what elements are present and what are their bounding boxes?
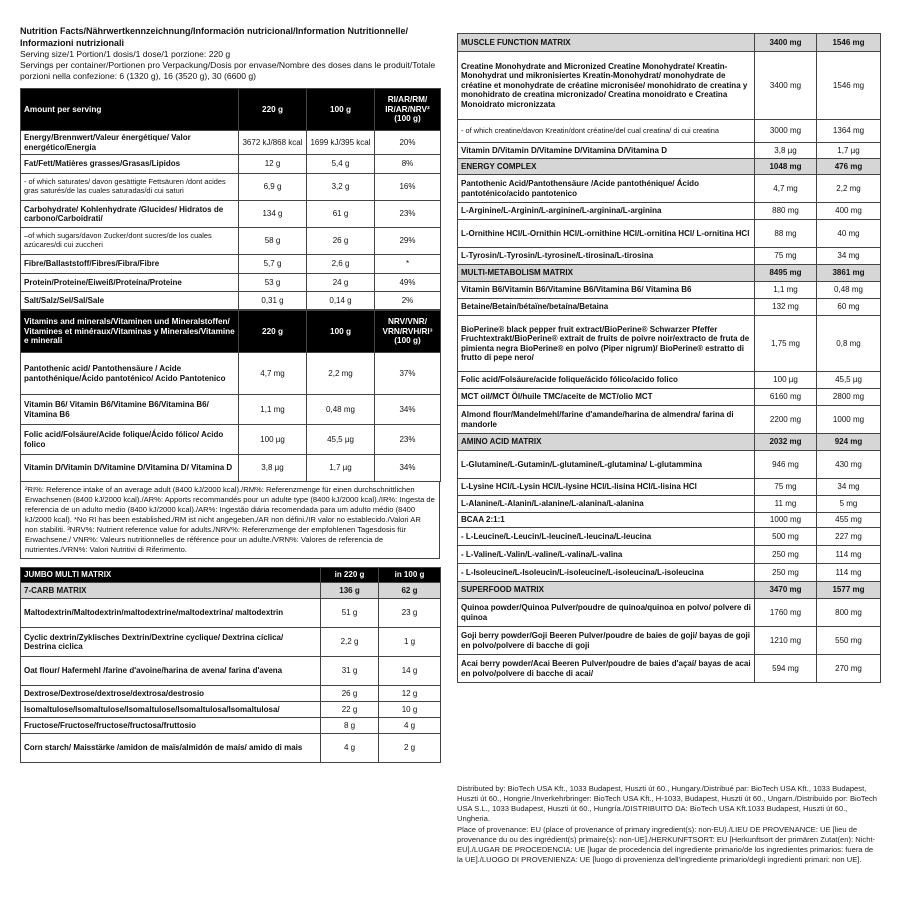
value-220g: 3400 mg	[755, 34, 817, 52]
value-100g: 61 g	[307, 201, 375, 228]
value-100g: 270 mg	[817, 655, 881, 683]
table-row	[458, 175, 881, 203]
value-100g: 26 g	[307, 228, 375, 255]
value-220g: 1000 mg	[755, 513, 817, 528]
value-100g: 800 mg	[817, 599, 881, 627]
value-100g: 62 g	[379, 583, 441, 599]
ingredient-label: Betaine/Betain/bétaïne/betaína/Betaina	[458, 299, 755, 316]
value-220g: 1,1 mg	[239, 395, 307, 425]
value-100g: 0,8 mg	[817, 316, 881, 372]
ingredient-label: - L-Leucine/L-Leucin/L-leucine/L-leucina/L-leucina	[458, 528, 755, 546]
distributor-text: Distributed by: BioTech USA Kft., 1033 Budapest, Huszti út 60., Hungary./Distribué par: BioTech USA Kft., 1033 Budapest, Huszti út 60., Hongrie./Inverkehrbringer: BioTech USA Kft., H-1033, Budapest, Huszti út 60., Ungarn./Distribuido por: BioTech USA S.L., 1033 Budapest, Huszti út 60., Hungría./DISTRIBUITO DA: BioTech USA Kft.1033 Budapest, Huszti út 60., Ungheria.	[457, 784, 877, 823]
value-100g: 114 mg	[817, 546, 881, 564]
value-220g: 250 mg	[755, 564, 817, 582]
value-100g: 1699 kJ/395 kcal	[307, 131, 375, 155]
value-220g: 2032 mg	[755, 434, 817, 451]
table-row	[21, 734, 441, 763]
value-220g: 3,8 µg	[755, 143, 817, 159]
nutrient-label: Energy/Brennwert/Valeur énergétique/ Valor energético/Energia	[21, 131, 239, 155]
value-100g: 2800 mg	[817, 389, 881, 406]
value-nrv: 23%	[375, 425, 441, 455]
value-100g: 40 mg	[817, 220, 881, 248]
col-ri: RI/AR/RM/ IR/AR/NRV² (100 g)	[375, 89, 441, 131]
value-100g: 1577 mg	[817, 582, 881, 599]
ingredient-label: Cyclic dextrin/Zyklisches Dextrin/Dextrine cyclique/ Dextrina cíclica/ Destrina ciclica	[21, 628, 321, 657]
ingredient-label: Acai berry powder/Acai Beeren Pulver/poudre de baies d'açaí/ bayas de acai en polvo/polvere di bacche di acai/	[458, 655, 755, 683]
ingredient-label: Almond flour/Mandelmehl/farine d'amande/harina de almendra/ farina di mandorle	[458, 406, 755, 434]
value-220g: 100 µg	[755, 372, 817, 389]
value-220g: 134 g	[239, 201, 307, 228]
ingredient-label: - L-Valine/L-Valin/L-valine/L-valina/L-valina	[458, 546, 755, 564]
col-100g: 100 g	[307, 311, 375, 353]
value-ri: 49%	[375, 274, 441, 292]
value-220g: 880 mg	[755, 203, 817, 220]
jumbo-matrix-table	[20, 567, 441, 763]
table-row	[21, 228, 441, 255]
col-jumbo-multi-matrix: JUMBO MULTI MATRIX	[21, 568, 321, 583]
ingredient-label: - L-Isoleucine/L-Isoleucin/L-isoleucine/L-isoleucina/L-isoleucina	[458, 564, 755, 582]
value-100g: 14 g	[379, 657, 441, 686]
value-ri: 2%	[375, 292, 441, 310]
value-100g: 114 mg	[817, 564, 881, 582]
table-row	[458, 599, 881, 627]
ingredient-label: ENERGY COMPLEX	[458, 159, 755, 175]
reference-footnotes: ²RI%: Reference intake of an average adult (8400 kJ/2000 kcal)./RM%: Referenzmenge für einen durchschnittlichen Erwachsenen (8400 kJ/2000 kcal)./AR%: Apports recommandés pour un adulte type (8400 kJ/2000 kcal)./IR%: Ingesta de referencia de un adulto medio (8400 kJ/2000 kcal)./AR%: Ingestão diária recomendada para um adulto médio (8400 kJ/2000 kcal). *No RI has been established./RM ist nicht angegeben./AR non défini./IR valor no establecido./Valori AR non stabiliti. ³NRV%: Nutrient reference value for adults./NRV%: Referenzmenge der empfohlenen Tagesdosis für Erwachsene./ VNR%: Valeurs nutritionnelles de référence pour un adulte./VRN%: Valores de referencia de nutrientes./VRN%: Valori Nutritivi di Riferimento.	[20, 482, 440, 559]
table-row	[21, 599, 441, 628]
value-220g: 88 mg	[755, 220, 817, 248]
col-in-100g: in 100 g	[379, 568, 441, 583]
value-100g: 24 g	[307, 274, 375, 292]
ingredient-label: Folic acid/Folsäure/acide folique/ácido fólico/acido folico	[458, 372, 755, 389]
value-220g: 75 mg	[755, 248, 817, 265]
value-100g: 924 mg	[817, 434, 881, 451]
value-100g: 0,48 mg	[817, 282, 881, 299]
value-220g: 26 g	[321, 686, 379, 702]
ingredient-label: Creatine Monohydrate and Micronized Creatine Monohydrate/ Kreatin-Monohydrat und mikronisiertes Kreatin-Monohydrat/ monohydrate de créatine et monohydrate de créatine micronisée/ monohidrato de creatina y monohidrato de creatina micronizado/ Creatina monoidrato e Creatina Monoidrato micronizzata	[458, 52, 755, 120]
col-nrv: NRV/VNR/ VRN/RVH/RI³ (100 g)	[375, 311, 441, 353]
value-100g: 3861 mg	[817, 265, 881, 282]
value-220g: 5,7 g	[239, 255, 307, 274]
value-100g: 2,6 g	[307, 255, 375, 274]
ingredient-label: SUPERFOOD MATRIX	[458, 582, 755, 599]
col-100g: 100 g	[307, 89, 375, 131]
value-220g: 100 µg	[239, 425, 307, 455]
ingredient-label: Pantothenic Acid/Pantothensäure /Acide pantothénique/ Ácido pantoténico/acido pantotenico	[458, 175, 755, 203]
value-100g: 10 g	[379, 702, 441, 718]
ingredient-label: L-Lysine HCl/L-Lysin HCl/L-lysine HCl/L-lisina HCl/L-lisina HCl	[458, 479, 755, 496]
table-row	[21, 686, 441, 702]
value-220g: 22 g	[321, 702, 379, 718]
table-row	[458, 282, 881, 299]
table-row	[458, 143, 881, 159]
value-100g: 34 mg	[817, 248, 881, 265]
nutrient-label: –of which sugars/davon Zucker/dont sucres/de los cuales azúcares/di cui zuccheri	[21, 228, 239, 255]
value-100g: 23 g	[379, 599, 441, 628]
ingredient-label: Vitamin D/Vitamin D/Vitamine D/Vitamina D/Vitamina D	[458, 143, 755, 159]
section-row	[458, 34, 881, 52]
value-220g: 1048 mg	[755, 159, 817, 175]
value-100g: 3,2 g	[307, 174, 375, 201]
value-100g: 455 mg	[817, 513, 881, 528]
value-100g: 1,7 µg	[307, 455, 375, 482]
ingredient-label: Maltodextrin/Maltodextrin/maltodextrine/maltodextrina/ maltodextrin	[21, 599, 321, 628]
value-100g: 2 g	[379, 734, 441, 763]
value-100g: 1546 mg	[817, 52, 881, 120]
table-row	[458, 316, 881, 372]
value-100g: 430 mg	[817, 451, 881, 479]
vitamins-table	[20, 310, 441, 482]
col-220g: 220 g	[239, 89, 307, 131]
value-100g: 12 g	[379, 686, 441, 702]
ingredient-label: Fructose/Fructose/fructose/fructosa/fruttosio	[21, 718, 321, 734]
value-ri: 8%	[375, 155, 441, 174]
table-row	[458, 52, 881, 120]
table-row	[458, 389, 881, 406]
section-row	[458, 265, 881, 282]
ingredient-label: Corn starch/ Maisstärke /amidon de maïs/almidón de maís/ amido di mais	[21, 734, 321, 763]
table-row	[21, 628, 441, 657]
nutrient-label: Fibre/Ballaststoff/Fibres/Fibra/Fibre	[21, 255, 239, 274]
value-220g: 1,1 mg	[755, 282, 817, 299]
table-row	[458, 528, 881, 546]
col-in-220g: in 220 g	[321, 568, 379, 583]
section-row	[458, 159, 881, 175]
table-row	[21, 657, 441, 686]
value-100g: 0,48 mg	[307, 395, 375, 425]
vitamin-label: Folic acid/Folsäure/Acide folique/Ácido fólico/ Acido folico	[21, 425, 239, 455]
ingredient-label: L-Ornithine HCl/L-Ornithin HCl/L-ornithine HCl/L-ornitina HCl/ L-ornitina HCl	[458, 220, 755, 248]
value-100g: 550 mg	[817, 627, 881, 655]
serving-size: Serving size/1 Portion/1 dosis/1 dose/1 porzione: 220 g	[20, 49, 231, 60]
value-220g: 2,2 g	[321, 628, 379, 657]
table-row	[458, 513, 881, 528]
value-220g: 75 mg	[755, 479, 817, 496]
ingredient-label: Oat flour/ Hafermehl /farine d'avoine/harina de avena/ farina d'avena	[21, 657, 321, 686]
ingredient-label: Quinoa powder/Quinoa Pulver/poudre de quinoa/quinoa en polvo/ polvere di quinoa	[458, 599, 755, 627]
table-row	[458, 248, 881, 265]
value-220g: 6160 mg	[755, 389, 817, 406]
ingredient-label: BioPerine® black pepper fruit extract/BioPerine® Schwarzer Pfeffer Fruchtextrakt/BioPerine® extrait de fruits de poivre noir/extracto de fruta de pimienta negra BioPerine® en polvo (Piper nigrum)/ BioPerine® estratto di frutto di pepe nero/	[458, 316, 755, 372]
value-nrv: 34%	[375, 455, 441, 482]
table-row	[458, 372, 881, 389]
value-ri: 20%	[375, 131, 441, 155]
nutrient-label: Protein/Proteine/Eiweiß/Proteína/Proteine	[21, 274, 239, 292]
nutrient-label: Salt/Salz/Sel/Sal/Sale	[21, 292, 239, 310]
ingredient-label: Vitamin B6/Vitamin B6/Vitamine B6/Vitamina B6/ Vitamina B6	[458, 282, 755, 299]
value-ri: *	[375, 255, 441, 274]
section-row	[458, 582, 881, 599]
value-nrv: 37%	[375, 353, 441, 395]
value-100g: 400 mg	[817, 203, 881, 220]
col-220g: 220 g	[239, 311, 307, 353]
value-220g: 3672 kJ/868 kcal	[239, 131, 307, 155]
value-100g: 45,5 µg	[307, 425, 375, 455]
value-220g: 594 mg	[755, 655, 817, 683]
matrix-table	[457, 33, 881, 683]
ingredient-label: - of which creatine/davon Kreatin/dont créatine/del cual creatina/ di cui creatina	[458, 120, 755, 143]
value-ri: 29%	[375, 228, 441, 255]
ingredient-label: MCT oil/MCT Öl/huile TMC/aceite de MCT/olio MCT	[458, 389, 755, 406]
col-vitamins-minerals: Vitamins and minerals/Vitaminen und Mineralstoffen/ Vitamines et minéraux/Vitaminas y Minerales/Vitamine e minerali	[21, 311, 239, 353]
ingredient-label: L-Arginine/L-Arginin/L-arginine/L-arginina/L-arginina	[458, 203, 755, 220]
value-nrv: 34%	[375, 395, 441, 425]
table-row	[21, 353, 441, 395]
label-header	[20, 26, 440, 82]
value-220g: 51 g	[321, 599, 379, 628]
table-row	[21, 155, 441, 174]
value-100g: 1,7 µg	[817, 143, 881, 159]
value-220g: 58 g	[239, 228, 307, 255]
ingredient-label: AMINO ACID MATRIX	[458, 434, 755, 451]
value-220g: 4,7 mg	[755, 175, 817, 203]
value-220g: 1210 mg	[755, 627, 817, 655]
value-100g: 4 g	[379, 718, 441, 734]
table-row	[458, 564, 881, 582]
table-row	[458, 627, 881, 655]
distributor-info	[457, 784, 880, 865]
value-220g: 0,31 g	[239, 292, 307, 310]
value-100g: 2,2 mg	[817, 175, 881, 203]
table-row	[21, 201, 441, 228]
table-row	[458, 203, 881, 220]
value-220g: 53 g	[239, 274, 307, 292]
col-amount-per-serving: Amount per serving	[21, 89, 239, 131]
ingredient-label: 7-CARB MATRIX	[21, 583, 321, 599]
ingredient-label: MULTI-METABOLISM MATRIX	[458, 265, 755, 282]
table-row	[458, 451, 881, 479]
value-220g: 4,7 mg	[239, 353, 307, 395]
table-row	[458, 546, 881, 564]
value-100g: 60 mg	[817, 299, 881, 316]
nutrient-label: - of which saturates/ davon gesättigte Fettsäuren /dont acides gras saturés/de las cuales saturadas/di cui saturi	[21, 174, 239, 201]
value-220g: 1760 mg	[755, 599, 817, 627]
table-row	[21, 131, 441, 155]
value-220g: 3,8 µg	[239, 455, 307, 482]
table-row	[458, 406, 881, 434]
value-220g: 6,9 g	[239, 174, 307, 201]
table-row	[458, 655, 881, 683]
value-ri: 16%	[375, 174, 441, 201]
table-row	[458, 220, 881, 248]
provenance-text: Place of provenance: EU (place of provenance of primary ingredient(s): non-EU)./LIEU DE PROVENANCE: UE [lieu de provenance du ou des ingrédient(s) primaire(s): non-UE]./HERKUNFTSORT: EU [Herkunftsort der primären Zutat(en): Nicht-EU]./LUGAR DE PROCEDENCIA: UE [lugar de procedencia del ingrediente primario/de los ingredientes primarios: fuera de la UE]./LUOGO DI PROVENIENZA: UE [luogo di provenienza dell'ingrediente primario/degli ingredienti primari: non UE].	[457, 825, 876, 865]
value-100g: 0,14 g	[307, 292, 375, 310]
value-ri: 23%	[375, 201, 441, 228]
table-row	[21, 174, 441, 201]
value-100g: 476 mg	[817, 159, 881, 175]
value-220g: 132 mg	[755, 299, 817, 316]
table-row	[21, 255, 441, 274]
right-column	[457, 33, 880, 683]
table-row	[21, 718, 441, 734]
value-220g: 8 g	[321, 718, 379, 734]
ingredient-label: Dextrose/Dextrose/dextrose/dextrosa/destrosio	[21, 686, 321, 702]
table-row	[21, 292, 441, 310]
vitamin-label: Vitamin D/Vitamin D/Vitamine D/Vitamina D/ Vitamina D	[21, 455, 239, 482]
value-220g: 2200 mg	[755, 406, 817, 434]
left-column	[20, 26, 440, 763]
value-100g: 5 mg	[817, 496, 881, 513]
table-row	[21, 455, 441, 482]
value-220g: 8495 mg	[755, 265, 817, 282]
vitamin-label: Pantothenic acid/ Pantothensäure / Acide pantothénique/Ácido pantoténico/ Acido Pantotenico	[21, 353, 239, 395]
ingredient-label: L-Alanine/L-Alanin/L-alanine/L-alanina/L-alanina	[458, 496, 755, 513]
value-220g: 946 mg	[755, 451, 817, 479]
servings-per-container: Servings per container/Portionen pro Verpackung/Dosis por envase/Nombre des doses dans le produit/Totale porzioni nella confezione: 6 (1320 g), 16 (3520 g), 30 (6600 g)	[20, 60, 436, 82]
vitamin-label: Vitamin B6/ Vitamin B6/Vitamine B6/Vitamina B6/ Vitamina B6	[21, 395, 239, 425]
table-row	[21, 702, 441, 718]
value-220g: 4 g	[321, 734, 379, 763]
value-220g: 11 mg	[755, 496, 817, 513]
ingredient-label: BCAA 2:1:1	[458, 513, 755, 528]
nutrition-table	[20, 88, 441, 310]
value-220g: 3400 mg	[755, 52, 817, 120]
table-row	[21, 395, 441, 425]
value-220g: 1,75 mg	[755, 316, 817, 372]
ingredient-label: L-Tyrosin/L-Tyrosin/L-tyrosine/L-tirosina/L-tirosina	[458, 248, 755, 265]
table-row	[21, 274, 441, 292]
section-row	[458, 434, 881, 451]
value-220g: 31 g	[321, 657, 379, 686]
value-220g: 136 g	[321, 583, 379, 599]
table-row	[458, 120, 881, 143]
value-100g: 2,2 mg	[307, 353, 375, 395]
nutrition-facts-title: Nutrition Facts/Nährwertkennzeichnung/Información nutricional/Information Nutritionnelle/ Informazioni nutrizionali	[20, 26, 409, 48]
ingredient-label: Isomaltulose/Isomaltulose/Isomaltulose/Isomaltulosa/Isomaltulosa/	[21, 702, 321, 718]
ingredient-label: MUSCLE FUNCTION MATRIX	[458, 34, 755, 52]
table-row	[458, 496, 881, 513]
value-220g: 3000 mg	[755, 120, 817, 143]
nutrient-label: Fat/Fett/Matières grasses/Grasas/Lipidos	[21, 155, 239, 174]
ingredient-label: Goji berry powder/Goji Beeren Pulver/poudre de baies de goji/ bayas de goji en polvo/polvere di bacche di goji	[458, 627, 755, 655]
value-220g: 3470 mg	[755, 582, 817, 599]
value-220g: 500 mg	[755, 528, 817, 546]
table-row	[21, 425, 441, 455]
table-row	[458, 299, 881, 316]
value-100g: 5,4 g	[307, 155, 375, 174]
value-100g: 1000 mg	[817, 406, 881, 434]
value-100g: 45,5 µg	[817, 372, 881, 389]
value-100g: 227 mg	[817, 528, 881, 546]
value-100g: 34 mg	[817, 479, 881, 496]
ingredient-label: L-Glutamine/L-Gutamin/L-glutamine/L-glutamina/ L-glutammina	[458, 451, 755, 479]
value-100g: 1 g	[379, 628, 441, 657]
value-100g: 1546 mg	[817, 34, 881, 52]
value-220g: 250 mg	[755, 546, 817, 564]
nutrient-label: Carbohydrate/ Kohlenhydrate /Glucides/ Hidratos de carbono/Carboidrati/	[21, 201, 239, 228]
value-100g: 1364 mg	[817, 120, 881, 143]
table-row	[458, 479, 881, 496]
value-220g: 12 g	[239, 155, 307, 174]
section-row	[21, 583, 441, 599]
